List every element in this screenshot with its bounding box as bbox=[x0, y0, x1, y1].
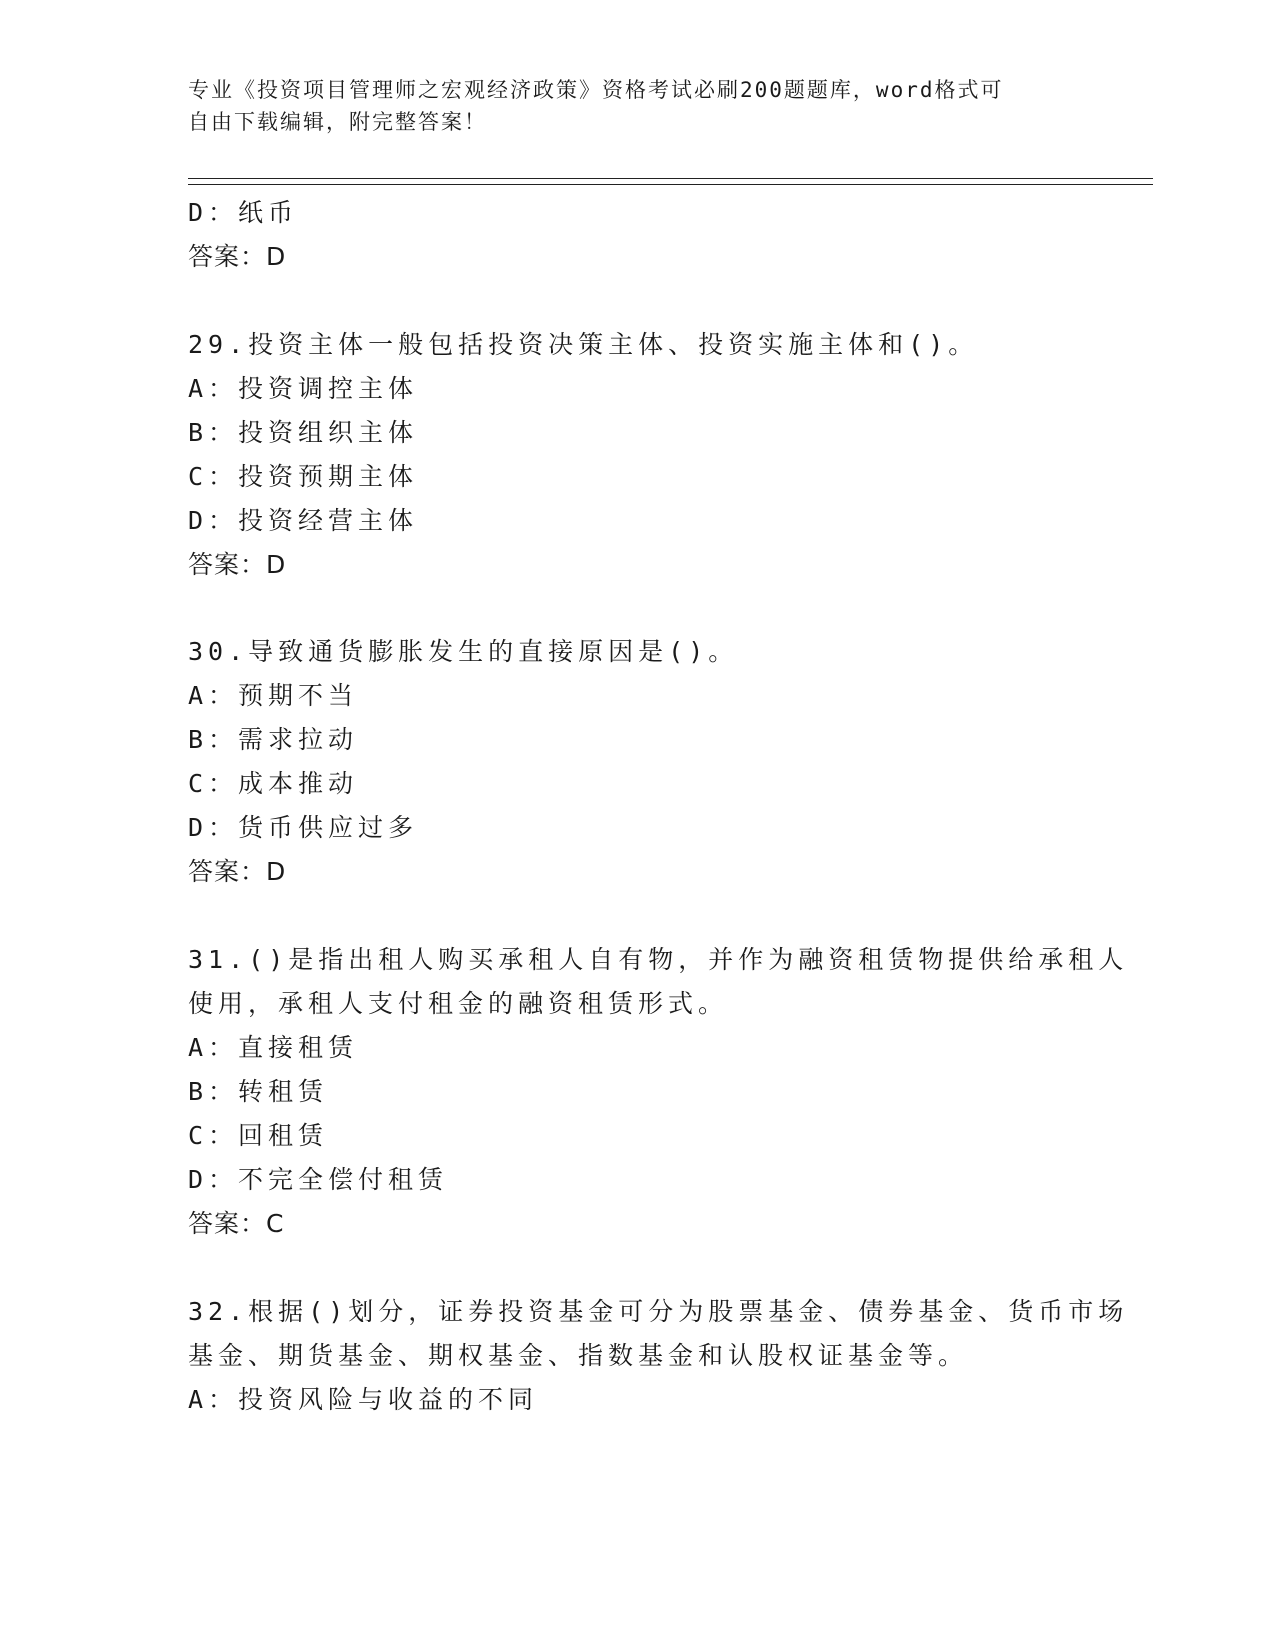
option-b: B：需求拉动 bbox=[188, 725, 359, 754]
header-line-2: 自由下载编辑，附完整答案！ bbox=[188, 110, 487, 134]
option-c: C：成本推动 bbox=[188, 769, 359, 798]
document-header bbox=[188, 74, 1088, 138]
header-line-1: 专业《投资项目管理师之宏观经济政策》资格考试必刷200题题库，word格式可 bbox=[188, 78, 1004, 102]
question-stem: 29.投资主体一般包括投资决策主体、投资实施主体和()。 bbox=[188, 330, 979, 359]
answer: 答案：D bbox=[188, 242, 287, 271]
answer: 答案：C bbox=[188, 1209, 285, 1238]
answer: 答案：D bbox=[188, 550, 287, 579]
option-c: C：回租赁 bbox=[188, 1121, 329, 1150]
option-d: D：不完全偿付租赁 bbox=[188, 1165, 449, 1194]
question-stem: 31.()是指出租人购买承租人自有物，并作为融资租赁物提供给承租人 bbox=[188, 945, 1129, 974]
option-a: A：预期不当 bbox=[188, 681, 359, 710]
option-a: A：投资调控主体 bbox=[188, 374, 419, 403]
option-d: D：货币供应过多 bbox=[188, 813, 419, 842]
option-a: A：直接租赁 bbox=[188, 1033, 359, 1062]
question-stem: 30.导致通货膨胀发生的直接原因是()。 bbox=[188, 637, 739, 666]
option-c: C：投资预期主体 bbox=[188, 462, 419, 491]
option-d: D：纸币 bbox=[188, 198, 299, 227]
option-d: D：投资经营主体 bbox=[188, 506, 419, 535]
question-stem-continued: 使用，承租人支付租金的融资租赁形式。 bbox=[188, 989, 729, 1018]
option-b: B：转租赁 bbox=[188, 1077, 329, 1106]
answer: 答案：D bbox=[188, 857, 287, 886]
question-stem: 32.根据()划分，证券投资基金可分为股票基金、债券基金、货币市场 bbox=[188, 1297, 1129, 1326]
option-a: A：投资风险与收益的不同 bbox=[188, 1385, 539, 1414]
header-divider-top bbox=[188, 178, 1153, 179]
option-b: B：投资组织主体 bbox=[188, 418, 419, 447]
question-stem-continued: 基金、期货基金、期权基金、指数基金和认股权证基金等。 bbox=[188, 1341, 969, 1370]
header-divider-bottom bbox=[188, 184, 1153, 185]
